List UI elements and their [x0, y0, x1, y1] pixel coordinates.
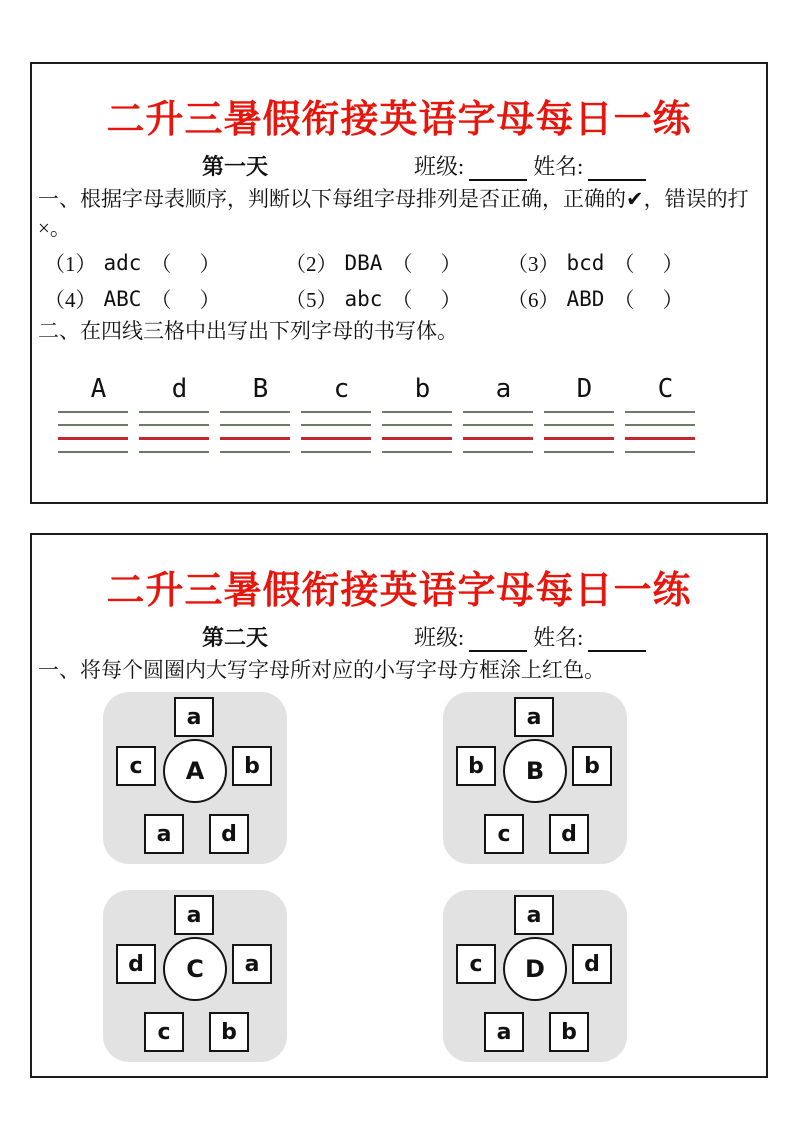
writing-line [220, 451, 290, 453]
writing-line [625, 451, 695, 453]
name-label: 姓名: [533, 625, 584, 650]
writing-line [544, 411, 614, 413]
name-blank-field[interactable] [588, 157, 646, 181]
paren-open: （ [613, 287, 635, 312]
writing-grid-cell[interactable] [544, 411, 614, 453]
writing-line [139, 411, 209, 413]
capital-letter: B [525, 757, 545, 785]
option-letter: a [186, 704, 202, 730]
writing-line-red [220, 437, 290, 440]
writing-line [220, 424, 290, 426]
name-label: 姓名: [533, 154, 584, 179]
letter-group-C [103, 890, 287, 1062]
option-letter: b [584, 753, 600, 779]
q1-items-row-2 [44, 284, 766, 313]
writing-line-red [58, 437, 128, 440]
letter-group-A [103, 692, 287, 864]
q2-heading: 二、在四线三格中出写出下列字母的书写体。 [38, 319, 458, 343]
paren-open: （ [613, 251, 635, 276]
writing-line-red [463, 437, 533, 440]
paren-close: ） [199, 287, 221, 312]
writing-line [544, 451, 614, 453]
option-letter: a [244, 951, 260, 977]
option-box[interactable] [549, 814, 589, 854]
option-box[interactable] [572, 944, 612, 984]
writing-grid-cell[interactable] [220, 411, 290, 453]
paren-close: ） [662, 287, 684, 312]
option-box[interactable] [232, 746, 272, 786]
option-box[interactable] [174, 895, 214, 935]
item-number: （1） [44, 251, 97, 276]
paren-open: （ [150, 287, 172, 312]
item-letters: DBA [344, 250, 383, 275]
paren-open: （ [391, 251, 413, 276]
capital-letter: C [186, 955, 204, 983]
header-line [32, 622, 766, 652]
option-box[interactable] [116, 746, 156, 786]
class-blank-field[interactable] [469, 628, 527, 652]
writing-line-red [544, 437, 614, 440]
day-label: 第二天 [202, 625, 269, 650]
paren-close: ） [199, 251, 221, 276]
option-box[interactable] [209, 814, 249, 854]
option-box[interactable] [572, 746, 612, 786]
writing-line [463, 411, 533, 413]
option-letter: c [129, 753, 143, 779]
option-box[interactable] [144, 1012, 184, 1052]
option-letter: d [561, 821, 577, 847]
class-label: 班级: [414, 625, 465, 650]
page-title: 二升三暑假衔接英语字母每日一练 [106, 570, 692, 612]
writing-line [382, 411, 452, 413]
writing-line [625, 424, 695, 426]
writing-line [301, 424, 371, 426]
practice-letter: C [657, 374, 674, 404]
writing-line [220, 411, 290, 413]
writing-line-red [301, 437, 371, 440]
capital-letter: A [185, 757, 205, 785]
class-blank-field[interactable] [469, 157, 527, 181]
option-letter: d [128, 951, 144, 977]
writing-grid-cell[interactable] [139, 411, 209, 453]
item-number: （2） [285, 251, 338, 276]
writing-line [382, 424, 452, 426]
option-letter: c [497, 821, 511, 847]
option-letter: b [561, 1019, 577, 1045]
option-box[interactable] [484, 1012, 524, 1052]
writing-line [301, 411, 371, 413]
name-blank-field[interactable] [588, 628, 646, 652]
option-letter: a [496, 1019, 512, 1045]
item-number: （4） [44, 287, 97, 312]
writing-line [58, 451, 128, 453]
q1-heading-wrap: ×。 [38, 216, 71, 240]
option-letter: d [221, 821, 237, 847]
answer-blank[interactable] [391, 284, 461, 314]
answer-blank[interactable] [150, 248, 220, 278]
item-letters: bcd [566, 250, 605, 275]
writing-line [382, 451, 452, 453]
answer-blank[interactable] [613, 284, 683, 314]
answer-blank[interactable] [391, 248, 461, 278]
day-label: 第一天 [202, 154, 269, 179]
page-title: 二升三暑假衔接英语字母每日一练 [106, 99, 692, 141]
option-letter: d [584, 951, 600, 977]
q1-heading: 一、将每个圆圈内大写字母所对应的小写字母方框涂上红色。 [38, 658, 605, 682]
writing-line [301, 451, 371, 453]
header-line [32, 151, 766, 181]
option-box[interactable] [116, 944, 156, 984]
option-box[interactable] [456, 944, 496, 984]
practice-letter: A [90, 374, 107, 404]
writing-line [463, 451, 533, 453]
option-letter: a [526, 902, 542, 928]
writing-line-red [625, 437, 695, 440]
writing-grid-cell[interactable] [58, 411, 128, 453]
q1-heading: 一、根据字母表顺序，判断以下每组字母排列是否正确，正确的✔，错误的打 [38, 187, 749, 211]
class-label: 班级: [414, 154, 465, 179]
option-box[interactable] [514, 895, 554, 935]
item-number: （3） [507, 251, 560, 276]
q1-items-row-1 [44, 248, 766, 277]
option-box[interactable] [232, 944, 272, 984]
letter-group-D [443, 890, 627, 1062]
capital-letter: D [525, 955, 545, 983]
answer-blank[interactable] [150, 284, 220, 314]
capital-letter-circle [163, 937, 227, 1001]
option-box[interactable] [456, 746, 496, 786]
option-box[interactable] [484, 814, 524, 854]
option-letter: a [156, 821, 172, 847]
writing-grids-row [58, 411, 766, 453]
writing-line [463, 424, 533, 426]
option-box[interactable] [549, 1012, 589, 1052]
item-letters: abc [344, 286, 383, 311]
paren-open: （ [150, 251, 172, 276]
writing-grid-cell[interactable] [463, 411, 533, 453]
paren-close: ） [662, 251, 684, 276]
page-day1 [30, 62, 768, 504]
practice-letter: a [495, 374, 512, 404]
option-box[interactable] [209, 1012, 249, 1052]
option-letter: b [244, 753, 260, 779]
writing-line [625, 411, 695, 413]
writing-grid-cell[interactable] [625, 411, 695, 453]
practice-letter: b [414, 374, 431, 404]
writing-line [58, 411, 128, 413]
option-letter: c [469, 951, 483, 977]
paren-open: （ [391, 287, 413, 312]
option-box[interactable] [144, 814, 184, 854]
capital-letter-circle [163, 739, 227, 803]
option-letter: b [468, 753, 484, 779]
q1-item-6 [507, 284, 683, 314]
option-box[interactable] [514, 697, 554, 737]
option-box[interactable] [174, 697, 214, 737]
writing-grid-cell[interactable] [301, 411, 371, 453]
paren-close: ） [440, 251, 462, 276]
practice-letter: D [576, 374, 593, 404]
paren-close: ） [440, 287, 462, 312]
q2-letters-row [58, 374, 766, 404]
item-number: （5） [285, 287, 338, 312]
capital-letter-circle [503, 937, 567, 1001]
letter-group-B [443, 692, 627, 864]
option-letter: b [221, 1019, 237, 1045]
q1-item-3 [507, 248, 683, 278]
q1-item-2 [285, 248, 507, 278]
writing-line [544, 424, 614, 426]
writing-line-red [382, 437, 452, 440]
writing-line-red [139, 437, 209, 440]
option-letter: a [186, 902, 202, 928]
option-letter: c [157, 1019, 171, 1045]
page-day2 [30, 533, 768, 1078]
capital-letter-circle [503, 739, 567, 803]
q1-item-5 [285, 284, 507, 314]
item-letters: ABC [103, 286, 142, 311]
q1-item-4 [44, 284, 285, 314]
practice-letter: d [171, 374, 188, 404]
answer-blank[interactable] [613, 248, 683, 278]
writing-line [139, 424, 209, 426]
practice-letter: B [252, 374, 269, 404]
option-letter: a [526, 704, 542, 730]
writing-line [58, 424, 128, 426]
item-letters: adc [103, 250, 142, 275]
item-letters: ABD [566, 286, 605, 311]
writing-line [139, 451, 209, 453]
q1-item-1 [44, 248, 285, 278]
practice-letter: c [333, 374, 350, 404]
writing-grid-cell[interactable] [382, 411, 452, 453]
item-number: （6） [507, 287, 560, 312]
